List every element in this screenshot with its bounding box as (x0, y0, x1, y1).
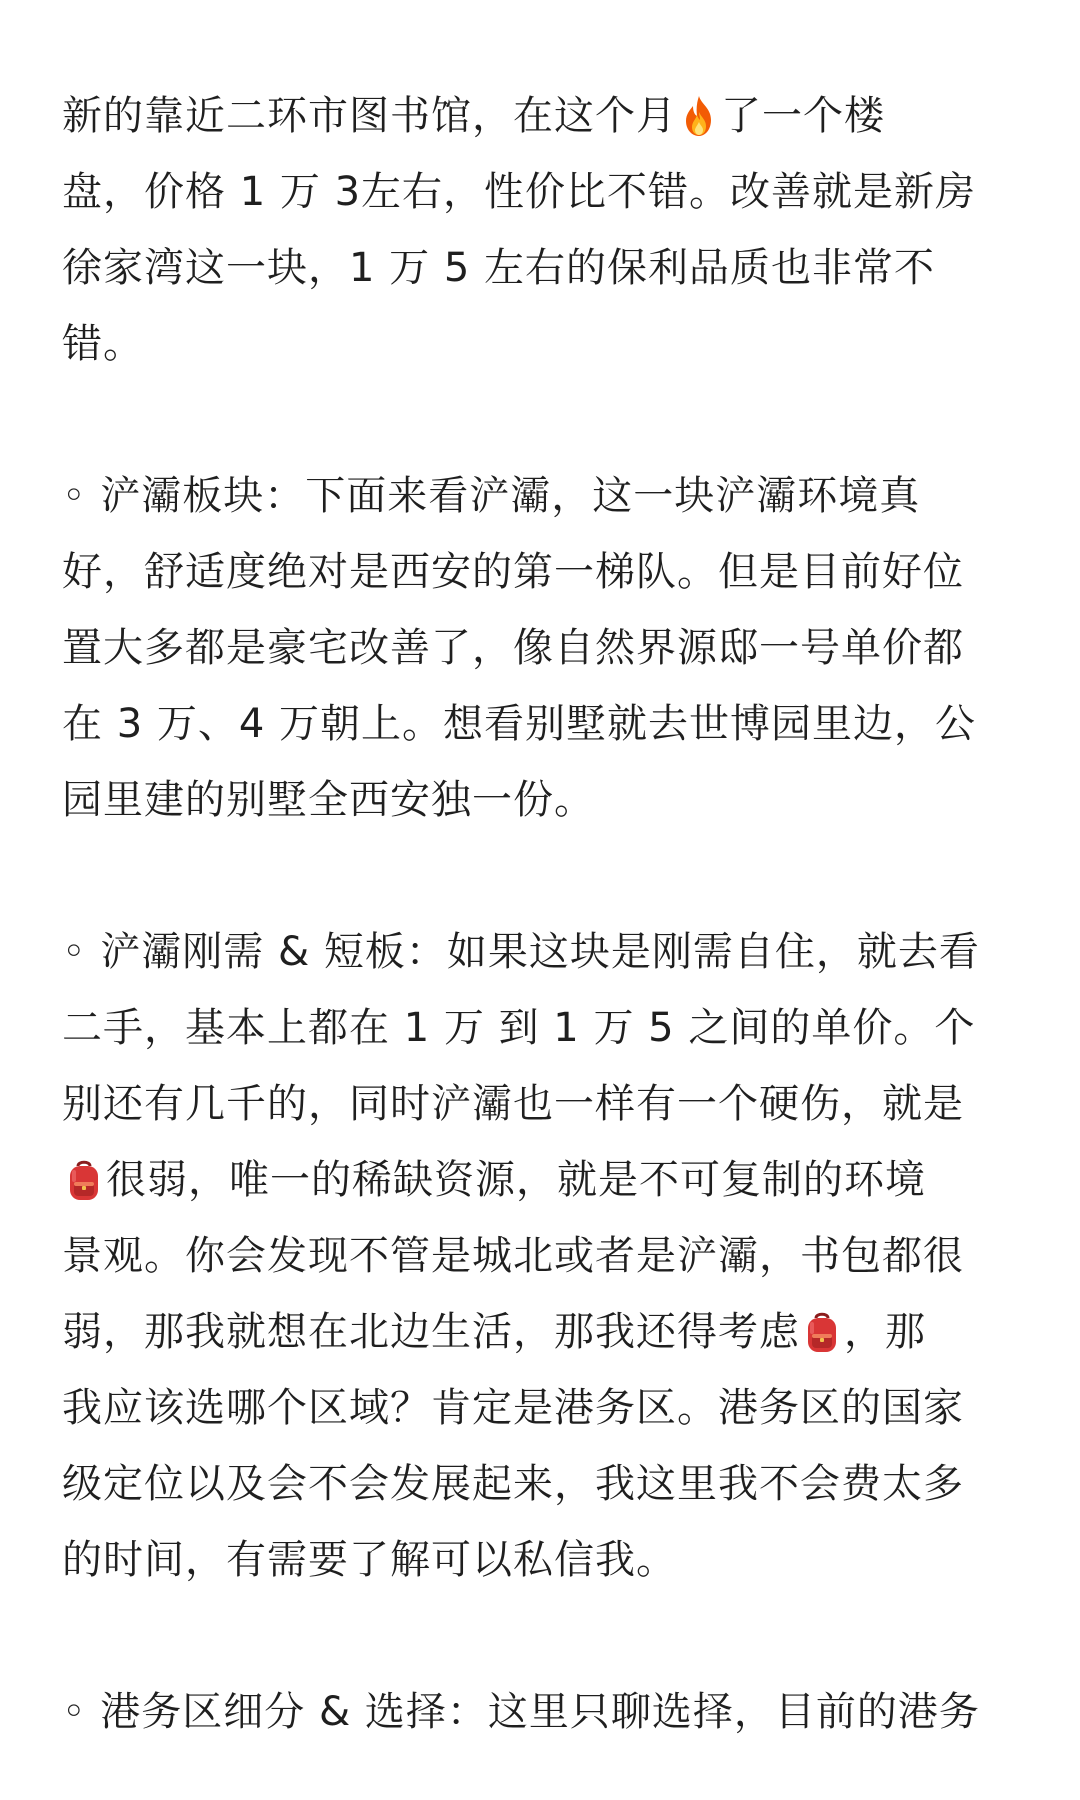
text-line (62, 1066, 1024, 1142)
text-segment: 弱，那我就想在北边生活，那我还得考虑 (62, 1309, 800, 1355)
text-line (62, 458, 1024, 534)
text-line (62, 610, 1024, 686)
text-line (62, 1370, 1024, 1446)
paragraph (62, 914, 1024, 1598)
text-line (62, 990, 1024, 1066)
text-line (62, 78, 1024, 154)
text-segment: 景观。你会发现不管是城北或者是浐灞，书包都很 (62, 1233, 964, 1279)
text-line (62, 306, 1024, 382)
text-segment: ，那 (844, 1309, 926, 1355)
text-line (62, 154, 1024, 230)
text-segment: 置大多都是豪宅改善了，像自然界源邸一号单价都 (62, 625, 964, 671)
text-segment: 园里建的别墅全西安独一份。 (62, 777, 595, 823)
text-line (62, 1446, 1024, 1522)
text-segment: 很弱，唯一的稀缺资源，就是不可复制的环境 (106, 1157, 926, 1203)
article-body (62, 78, 1024, 1750)
backpack-icon (800, 1294, 844, 1370)
text-line (62, 686, 1024, 762)
text-segment: 好，舒适度绝对是西安的第一梯队。但是目前好位 (62, 549, 964, 595)
text-segment: 别还有几千的，同时浐灞也一样有一个硬伤，就是 (62, 1081, 964, 1127)
backpack-icon (62, 1142, 106, 1218)
text-segment: ◦ 港务区细分 & 选择：这里只聊选择，目前的港务 (62, 1689, 980, 1735)
text-line (62, 230, 1024, 306)
text-line (62, 914, 1024, 990)
text-line (62, 1218, 1024, 1294)
text-segment: 错。 (62, 321, 144, 367)
text-line (62, 1142, 1024, 1218)
text-segment: 二手，基本上都在 1 万 到 1 万 5 之间的单价。个 (62, 1005, 976, 1051)
text-segment: 了一个楼 (721, 93, 885, 139)
paragraph (62, 78, 1024, 382)
paragraph (62, 1674, 1024, 1750)
text-segment: 新的靠近二环市图书馆，在这个月 (62, 93, 677, 139)
paragraph (62, 458, 1024, 838)
text-line (62, 1522, 1024, 1598)
text-segment: ◦ 浐灞刚需 & 短板：如果这块是刚需自住，就去看 (62, 929, 980, 975)
text-segment: 在 3 万、4 万朝上。想看别墅就去世博园里边，公 (62, 701, 977, 747)
text-segment: 级定位以及会不会发展起来，我这里我不会费太多 (62, 1461, 964, 1507)
text-segment: 徐家湾这一块，1 万 5 左右的保利品质也非常不 (62, 245, 936, 291)
text-line (62, 534, 1024, 610)
text-line (62, 1674, 1024, 1750)
text-segment: ◦ 浐灞板块：下面来看浐灞，这一块浐灞环境真 (62, 473, 921, 519)
text-line (62, 1294, 1024, 1370)
text-segment: 我应该选哪个区域？肯定是港务区。港务区的国家 (62, 1385, 964, 1431)
fire-icon (677, 78, 721, 154)
text-segment: 盘，价格 1 万 3左右，性价比不错。改善就是新房 (62, 169, 977, 215)
text-segment: 的时间，有需要了解可以私信我。 (62, 1537, 677, 1583)
text-line (62, 762, 1024, 838)
